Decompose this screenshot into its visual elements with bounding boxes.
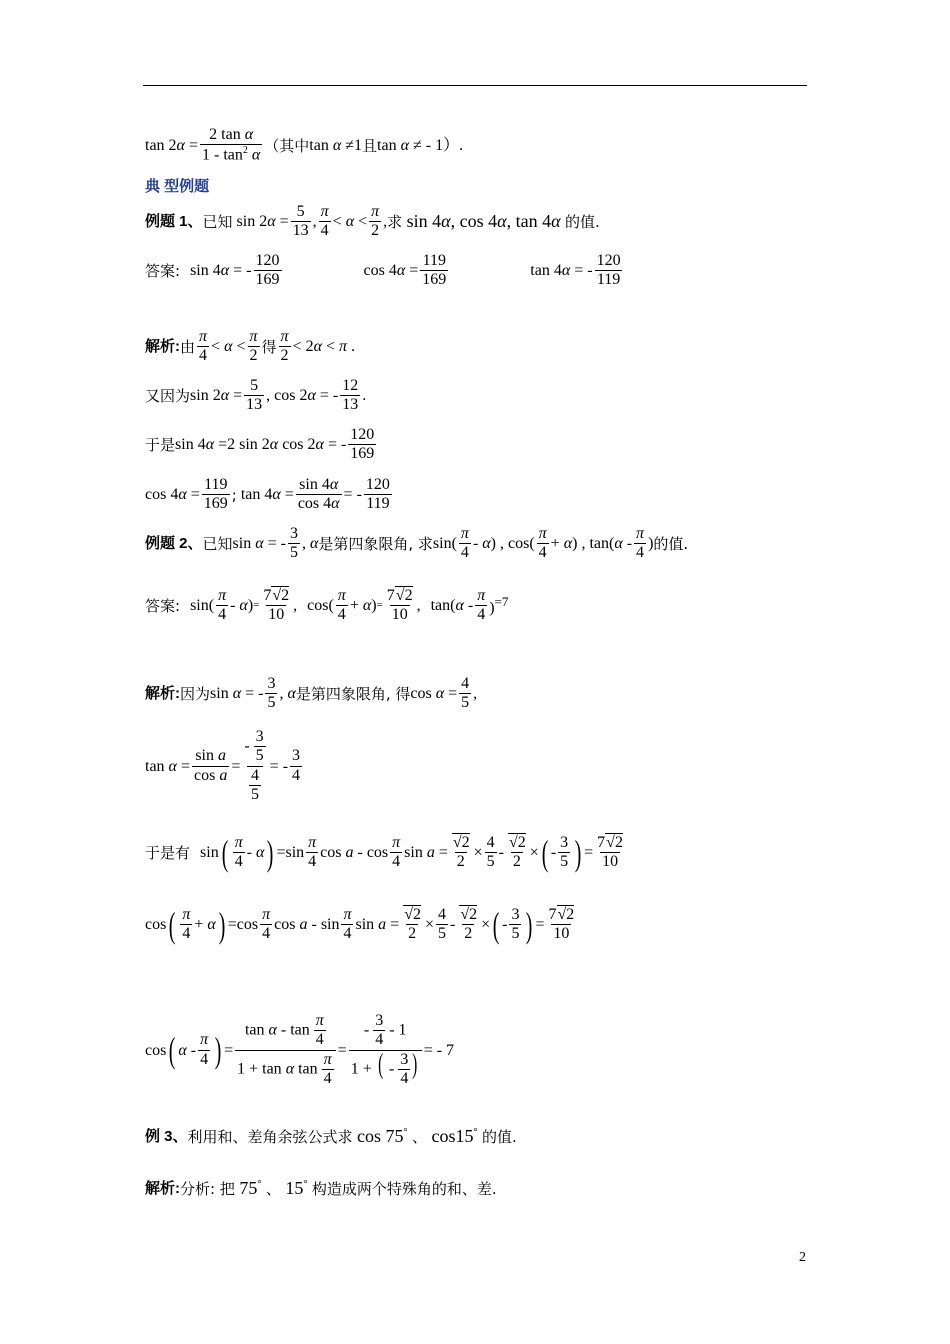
example-2-analysis-1: 解析: 因为 sin α = - $\frac{3}{5}$ , α 是第四象限角, 得 cos α = $\frac{4}{5}$ , [145, 675, 478, 712]
example-2-cos-line: cos ( $\frac{\pi}{4}$ + α ) =cos $\frac{\pi}{4}$ cos a - sin $\frac{\pi}{4}$ sin a = $\frac{√2}{2}$ × $\frac{4}{5}$ - $\frac{√2}{2}$ × ( - $\frac{3}{5}$ ) = $\frac{7√2}{10}$ [145, 904, 575, 945]
formula-tan2a: tan 2α = $\frac{\text{2 tan α}}{1 - \tan^2 \alpha}$ （其中 tan α ≠1 且 tan α ≠ - 1）. [145, 126, 464, 164]
section-heading: 典 型例题 [145, 178, 210, 195]
answer-label-2: 答案: [145, 596, 181, 615]
example-2-tan-diff-line: cos ( α - $\frac{\pi}{4}$ ) = tan α - tan $\frac{\pi}{4}$ 1 + tan α tan $\frac{\pi}{4}$ = - $\frac{3}{4}$ - 1 1 + ( - $\frac{3}{4}$ ) = - 7 [145, 1012, 455, 1088]
example-2-statement: 例题 2、 已知 sin α = - $\frac{3}{5}$ , α 是第四象限角, 求 sin( $\frac{\pi}{4}$ - α) , cos( $\frac{\pi}{4}$ + α) , tan(α - $\frac{\pi}{4}$ ) 的值. [145, 525, 689, 562]
analysis-label: 解析: [145, 337, 180, 355]
example-1-analysis-1: 解析: 由 $\frac{\pi}{4}$ < α < $\frac{\pi}{2}$ 得 $\frac{\pi}{2}$ < 2α < π . [145, 328, 356, 365]
page-number: 2 [799, 1250, 806, 1265]
example-1-answer: 答案: sin 4α = - $\frac{120}{169}$ cos 4α = $\frac{119}{169}$ tan 4α = - $\frac{120}{119}$ [145, 252, 621, 289]
example-1-analysis-3: 于是 sin 4α =2 sin 2α cos 2α = - $\frac{120}{169}$ [145, 426, 375, 463]
example-2-answer: 答案: sin( $\frac{\pi}{4}$ - α) = $\frac{7√2}{10}$ , cos( $\frac{\pi}{4}$ + α) = $\frac{7√2}{10}$ , tan(α - $\frac{\pi}{4}$ )$^{=7}$ [145, 587, 509, 624]
example-1-analysis-2: 又因为 sin 2α = $\frac{5}{13}$ , cos 2α = - $\frac{12}{13}$ . [145, 377, 367, 414]
fraction: $\frac{\text{2 tan α}}{1 - \tan^2 \alpha}$ [201, 126, 261, 164]
example-2-tan-line: tan α = $\frac{\text{sin a}}{\text{cos a}}$ = - $\frac{3}{5}$ $\frac{4}{5}$ = - $\frac{3}{4}$ [145, 728, 301, 804]
answer-label: 答案: [145, 261, 181, 280]
header-rule [143, 85, 807, 86]
example-2-sin-line: 于是有 sin ( $\frac{\pi}{4}$ - α ) =sin $\frac{\pi}{4}$ cos a - cos $\frac{\pi}{4}$ sin a = $\frac{√2}{2}$ × $\frac{4}{5}$ - $\frac{√2}{2}$ × ( - $\frac{3}{5}$ ) = $\frac{7√2}{10}$ [145, 832, 623, 873]
example-1-label: 例题 1、 [145, 212, 203, 230]
example-1-statement: 例题 1、 已知 sin 2α = $\frac{5}{13}$ , $\frac{\pi}{4}$ < α < $\frac{\pi}{2}$ , 求 sin 4α, cos 4α, tan 4α 的值. [145, 203, 600, 240]
example-3-statement: 例 3、 利用和、差角余弦公式求 cos 75° 、 cos15° 的值. [145, 1126, 517, 1146]
example-3-analysis: 解析: 分析: 把 75° 、 15° 构造成两个特殊角的和、差. [145, 1178, 497, 1198]
example-1-analysis-4: cos 4α = $\frac{119}{169}$ ; tan 4α = $\frac{\sin 4\alpha}{\cos 4\alpha}$ = - $\frac{120}{119}$ [145, 476, 390, 513]
